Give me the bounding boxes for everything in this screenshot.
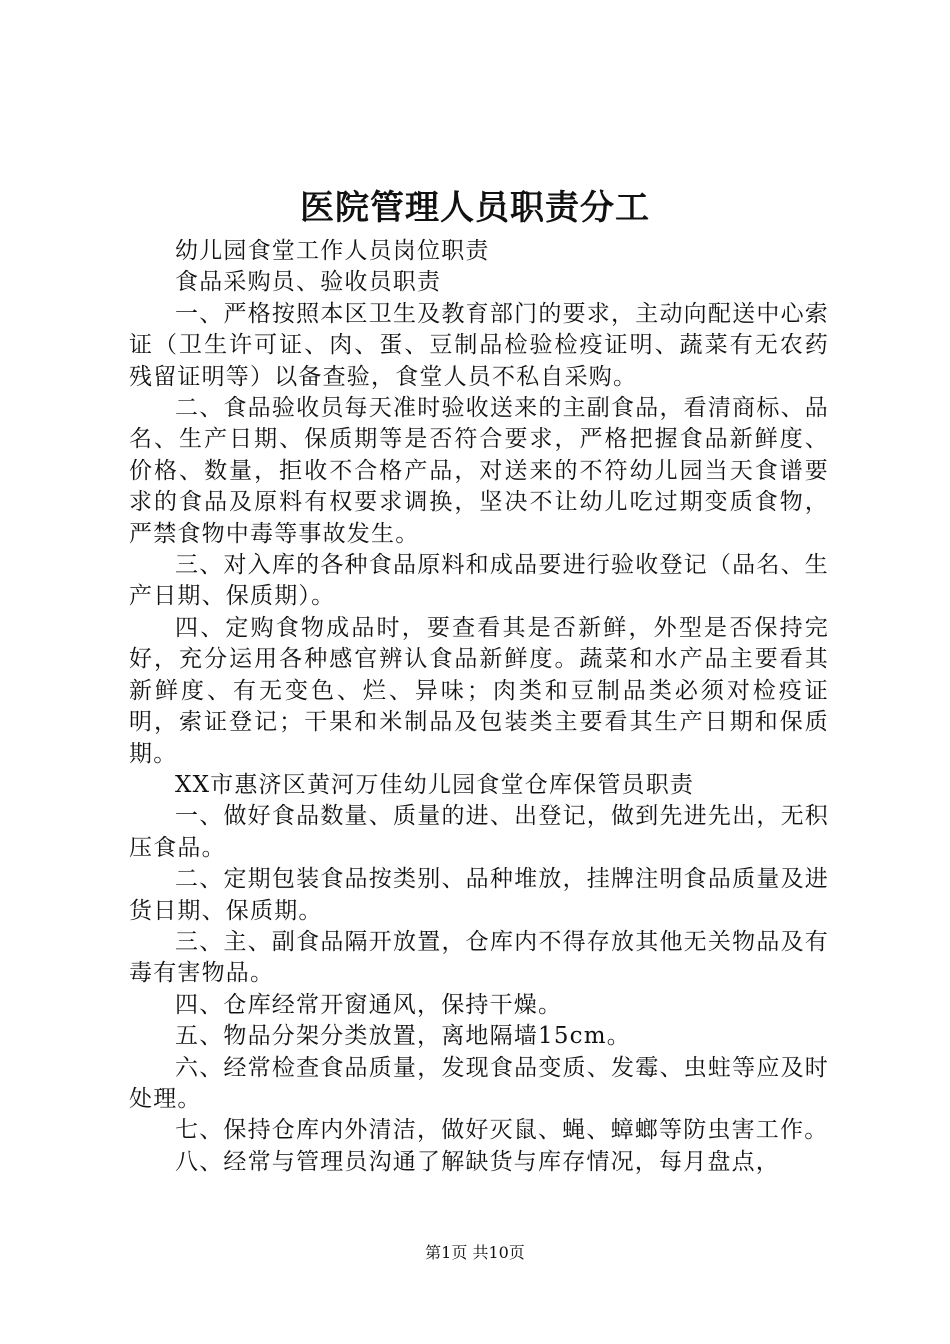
paragraph: 一、做好食品数量、质量的进、出登记，做到先进先出，无积压食品。 bbox=[129, 803, 829, 861]
document-title: 医院管理人员职责分工 bbox=[300, 188, 650, 228]
paragraph: 三、对入库的各种食品原料和成品要进行验收登记（品名、生产日期、保质期）。 bbox=[129, 552, 829, 610]
paragraph: 食品采购员、验收员职责 bbox=[175, 269, 442, 296]
paragraph: 五、物品分架分类放置，离地隔墙15cm。 bbox=[175, 1023, 631, 1050]
paragraph: 二、定期包装食品按类别、品种堆放，挂牌注明食品质量及进货日期、保质期。 bbox=[129, 866, 829, 924]
paragraph: 四、仓库经常开窗通风，保持干燥。 bbox=[175, 991, 563, 1018]
paragraph: 四、定购食物成品时，要查看其是否新鲜，外型是否保持完好，充分运用各种感官辨认食品新鲜度。蔬菜和水产品主要看其新鲜度、有无变色、烂、异味；肉类和豆制品类必须对检疫证明，索证登记；干果和米制品及包装类主要看其生产日期和保质期。 bbox=[129, 614, 829, 767]
paragraph: 七、保持仓库内外清洁，做好灭鼠、蝇、蟑螂等防虫害工作。 bbox=[175, 1117, 829, 1144]
paragraph: 幼儿园食堂工作人员岗位职责 bbox=[175, 238, 490, 264]
paragraph: 一、严格按照本区卫生及教育部门的要求，主动向配送中心索证（卫生许可证、肉、蛋、豆制品检验检疫证明、蔬菜有无农药残留证明等）以备查验，食堂人员不私自采购。 bbox=[129, 300, 829, 390]
page-footer: 第1页 共10页 bbox=[425, 1243, 525, 1262]
paragraph: 三、主、副食品隔开放置，仓库内不得存放其他无关物品及有毒有害物品。 bbox=[129, 928, 829, 987]
document-body bbox=[129, 236, 829, 1178]
paragraph: 六、经常检查食品质量，发现食品变质、发霉、虫蛀等应及时处理。 bbox=[129, 1054, 829, 1112]
paragraph: 八、经常与管理员沟通了解缺货与库存情况，每月盘点， bbox=[175, 1148, 780, 1175]
paragraph: 二、食品验收员每天准时验收送来的主副食品，看清商标、品名、生产日期、保质期等是否符合要求，严格把握食品新鲜度、价格、数量，拒收不合格产品，对送来的不符幼儿园当天食谱要求的食品及原料有权要求调换，坚决不让幼儿吃过期变质食物，严禁食物中毒等事故发生。 bbox=[129, 395, 829, 547]
paragraph: XX市惠济区黄河万佳幼儿园食堂仓库保管员职责 bbox=[175, 771, 695, 798]
